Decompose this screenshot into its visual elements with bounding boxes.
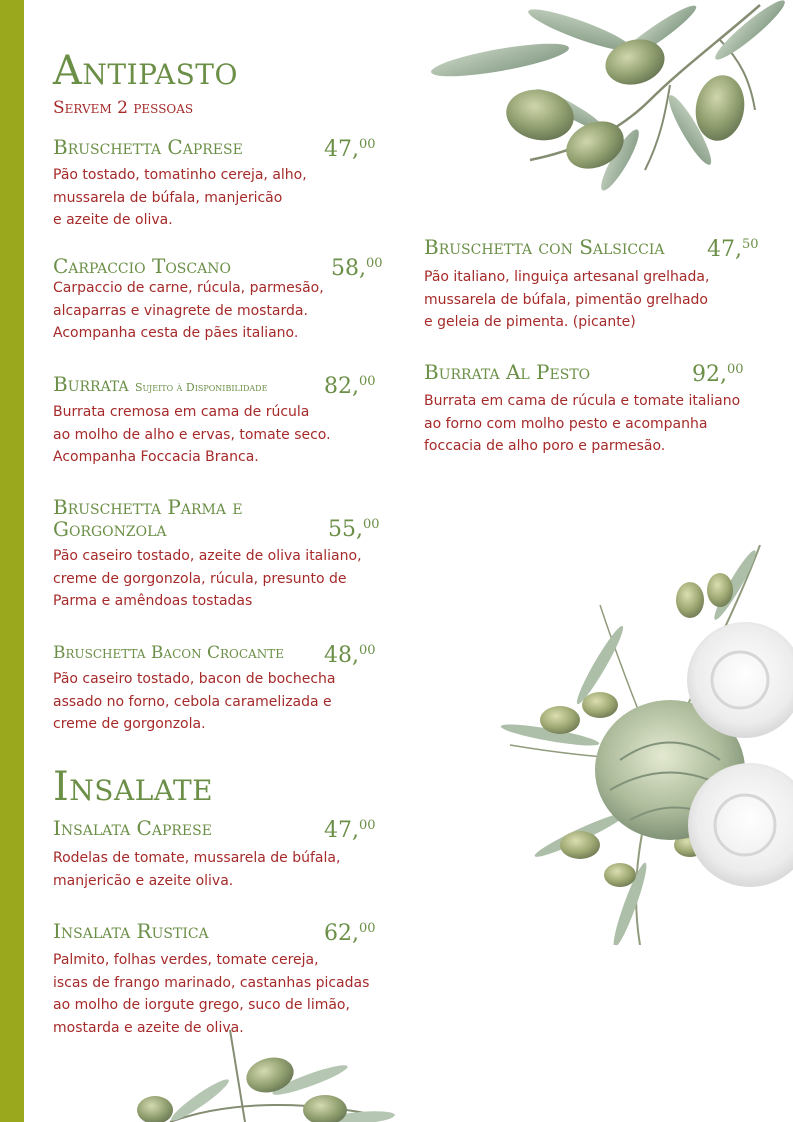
item-price: 47,50: [707, 237, 759, 262]
item-name: Bruschetta con Salsiccia: [424, 235, 665, 259]
item-description: Pão italiano, linguiça artesanal grelhada, mussarela de búfala, pimentão grelhado e geleia de pimenta. (picante): [424, 269, 710, 330]
item-name: Bruschetta Bacon Crocante: [53, 643, 284, 663]
item-name: Insalata Rustica: [53, 919, 209, 943]
artichoke-flower-bouquet: [490, 545, 793, 945]
item-name: Burrata Sujeito à Disponibilidade: [53, 372, 268, 396]
item-price: 55,00: [328, 517, 380, 542]
section-title-antipasto: Antipasto: [53, 48, 238, 94]
item-description: Rodelas de tomate, mussarela de búfala, manjericão e azeite oliva.: [53, 850, 341, 889]
item-price: 62,00: [324, 921, 376, 946]
section-subtitle: Servem 2 pessoas: [53, 98, 194, 118]
item-name: Burrata Al Pesto: [424, 360, 591, 384]
item-name: Insalata Caprese: [53, 816, 212, 840]
item-price: 58,00: [331, 256, 383, 281]
item-price: 48,00: [324, 643, 376, 668]
olive-branch-illustration: [420, 0, 793, 210]
item-name: Bruschetta Parma e Gorgonzola: [53, 495, 243, 541]
item-description: Carpaccio de carne, rúcula, parmesão, alcaparras e vinagrete de mostarda. Acompanha cesta de pães italiano.: [53, 280, 324, 341]
olive-sprig-bottom: [130, 1030, 400, 1122]
item-description: Pão tostado, tomatinho cereja, alho, mussarela de búfala, manjericão e azeite de oliva.: [53, 167, 307, 228]
item-name: Carpaccio Toscano: [53, 254, 231, 278]
availability-note: Sujeito à Disponibilidade: [134, 381, 268, 394]
side-accent-stripe: [0, 0, 24, 1122]
item-description: Pão caseiro tostado, bacon de bochecha assado no forno, cebola caramelizada e creme de gorgonzola.: [53, 671, 336, 732]
item-price: 47,00: [324, 818, 376, 843]
item-description: Burrata cremosa em cama de rúcula ao molho de alho e ervas, tomate seco. Acompanha Foccacia Branca.: [53, 404, 331, 465]
item-description: Pão caseiro tostado, azeite de oliva italiano, creme de gorgonzola, rúcula, presunto de Parma e amêndoas tostadas: [53, 548, 362, 609]
item-description: Burrata em cama de rúcula e tomate italiano ao forno com molho pesto e acompanha foccacia de alho poro e parmesão.: [424, 393, 741, 454]
item-price: 92,00: [692, 362, 744, 387]
section-title-insalate: Insalate: [53, 764, 214, 810]
item-description: Palmito, folhas verdes, tomate cereja, iscas de frango marinado, castanhas picadas ao molho de iorgute grego, suco de limão, mostarda e azeite de oliva.: [53, 952, 370, 1036]
item-price: 82,00: [324, 374, 376, 399]
item-name: Bruschetta Caprese: [53, 135, 243, 159]
item-price: 47,00: [324, 137, 376, 162]
